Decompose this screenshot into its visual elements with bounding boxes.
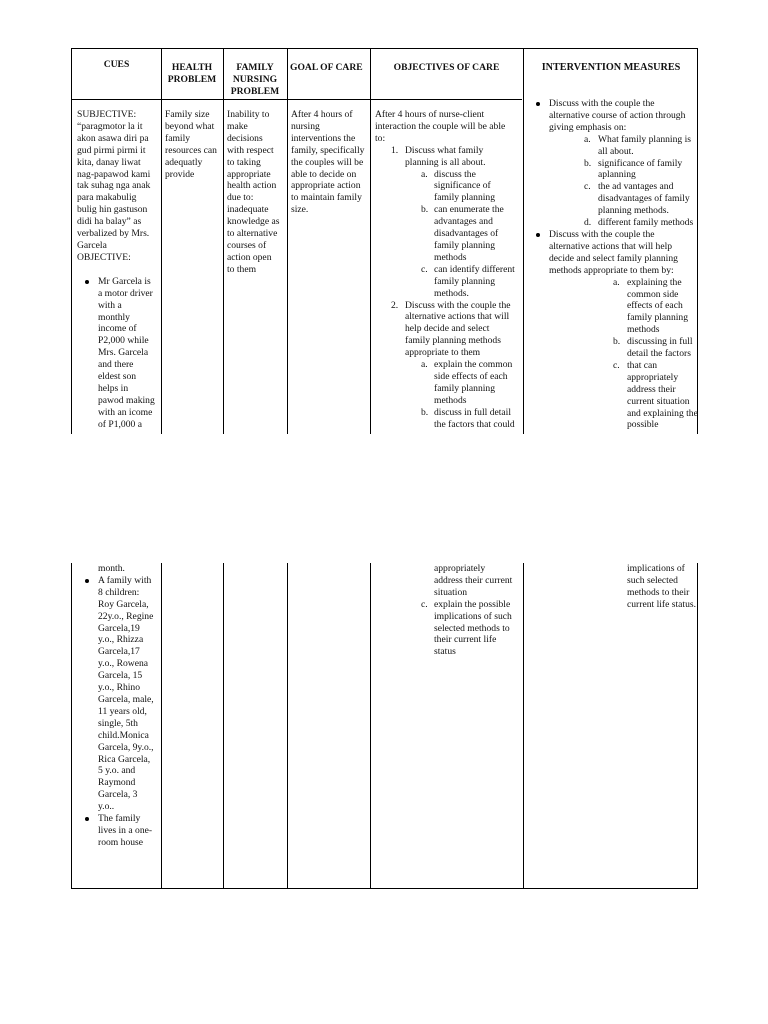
intervention-1b: b. significance of family aplanning: [584, 157, 683, 181]
objective-2b: b. discuss in full detail the factors that could: [421, 406, 515, 430]
subjective-label: SUBJECTIVE:: [77, 109, 137, 120]
intervention-1d: d. different family methods: [584, 217, 694, 229]
bullet-icon: [85, 579, 89, 583]
objective-1: 1. Discuss what family planning is all about.: [391, 144, 486, 168]
objective-label: OBJECTIVE:: [77, 251, 131, 263]
bullet-icon: [536, 102, 540, 106]
header-family-nursing-problem: FAMILY NURSING PROBLEM: [230, 62, 280, 97]
intervention-bullet-2: Discuss with the couple the alternative actions that will help decide and select family planning methods appropriate to them by:: [533, 229, 698, 277]
bullet-icon: [85, 817, 89, 821]
objectives-of-care-cell: After 4 hours of nurse-client interaction the couple will be able to: 1. Discuss what family planning is all about. a. discuss the significance of family planning b. can enumerate the advantages and disadvantages of family planning methods c. can identify different family planning methods. 2. Discuss with the couple the alternative actions that will help decide and select family planning methods appropriate to them a. explain the common side effects of each family planning methods b. discuss in full detail the factors that could: [375, 109, 522, 430]
intervention-1a: a. What family planning is all about.: [584, 133, 691, 157]
bullet-icon: [85, 280, 89, 284]
column-divider: [370, 49, 371, 434]
intervention-2c: c. that can appropriately address their current situation and explaining the possible: [613, 359, 698, 431]
cue-bullet: The family lives in a one- room house: [77, 813, 159, 849]
cue-bullet: A family with 8 children: Roy Garcela, 22y.o., Regine Garcela,19 y.o., Rhizza Garcela,17 y.o., Rowena Garcela, 15 y.o., Rhino Garcela, male, 11 years old, single, 5th child.Monica Garcela, 9y.o., Rica Garcela, 5 y.o. and Raymond Garcela, 3 y.o..: [77, 575, 159, 813]
intervention-2a: a. explaining the common side effects of each family planning methods: [613, 276, 689, 336]
care-plan-table-page-2: [71, 563, 698, 889]
header-health-problem: HEALTH PROBLEM: [167, 62, 217, 85]
objective-1a: a. discuss the significance of family planning: [421, 168, 496, 204]
objectives-of-care-cell-continued: appropriately address their current situation c. explain the possible implications of such selected methods to their current life status: [375, 563, 522, 658]
objective-1c: c. can identify different family planning methods.: [421, 263, 515, 299]
column-divider: [223, 563, 224, 888]
header-divider: [72, 99, 522, 100]
intervention-measures-cell: [533, 98, 698, 431]
cues-cell: [77, 109, 159, 431]
column-divider: [523, 49, 524, 434]
column-divider: [287, 49, 288, 434]
column-divider: [370, 563, 371, 888]
column-divider: [223, 49, 224, 434]
subjective-statement: “paragmotor la it akon asawa diri pa gud pirmi pirmi it kita, danay liwat nag-papawod kami tak suhag nga anak para makabulig bulig hin gastuson didi ha balay” as verbalized by Mrs. Garcela: [77, 120, 151, 251]
goal-of-care-cell: After 4 hours of nursing interventions the family, specifically the couples will be able to decide on appropriate action to maintain family size.: [291, 109, 365, 216]
intervention-2b: b. discussing in full detail the factors: [613, 336, 693, 360]
family-nursing-problem-cell: Inability to make decisions with respect to taking appropriate health action due to: inadequate knowledge as to alternative courses of action open to them: [227, 109, 280, 275]
header-cues: CUES: [103, 59, 130, 70]
column-divider: [523, 563, 524, 888]
bullet-icon: [536, 233, 540, 237]
intervention-1c: c. the ad vantages and disadvantages of family planning methods.: [584, 181, 690, 217]
care-plan-table-page-1: [71, 48, 698, 434]
column-divider: [161, 49, 162, 434]
column-divider: [161, 563, 162, 888]
header-intervention-measures: INTERVENTION MEASURES: [541, 62, 681, 73]
header-goal-of-care: GOAL OF CARE: [290, 62, 363, 73]
intervention-bullet-1: Discuss with the couple the alternative course of action through giving emphasis on:: [533, 98, 698, 134]
objective-1b: b. can enumerate the advantages and disadvantages of family planning methods: [421, 204, 504, 263]
cue-bullet: Mr Garcela is a motor driver with a monthly income of P2,000 while Mrs. Garcela and there eldest son helps in pawod making with an icome of P1,000 a: [77, 276, 159, 431]
objective-2c: c. explain the possible implications of such selected methods to their current life status: [421, 598, 512, 658]
health-problem-cell: Family size beyond what family resources can adequatly provide: [165, 109, 217, 180]
column-divider: [287, 563, 288, 888]
cues-cell-continued: month. A family with 8 children: Roy Garcela, 22y.o., Regine Garcela,19 y.o., Rhizza Garcela,17 y.o., Rowena Garcela, 15 y.o., Rhino Garcela, male, 11 years old, single, 5th child.Monica Garcela, 9y.o., Rica Garcela, 5 y.o. and Raymond Garcela, 3 y.o.. The family lives in a one- room house: [77, 563, 159, 849]
header-objectives-of-care: OBJECTIVES OF CARE: [393, 62, 500, 73]
objective-2a: a. explain the common side effects of each family planning methods: [421, 359, 513, 406]
intervention-measures-cell-continued: implications of such selected methods to their current life status.: [627, 563, 696, 610]
objective-2: 2. Discuss with the couple the alternative actions that will help decide and select family planning methods appropriate to them: [391, 299, 511, 359]
